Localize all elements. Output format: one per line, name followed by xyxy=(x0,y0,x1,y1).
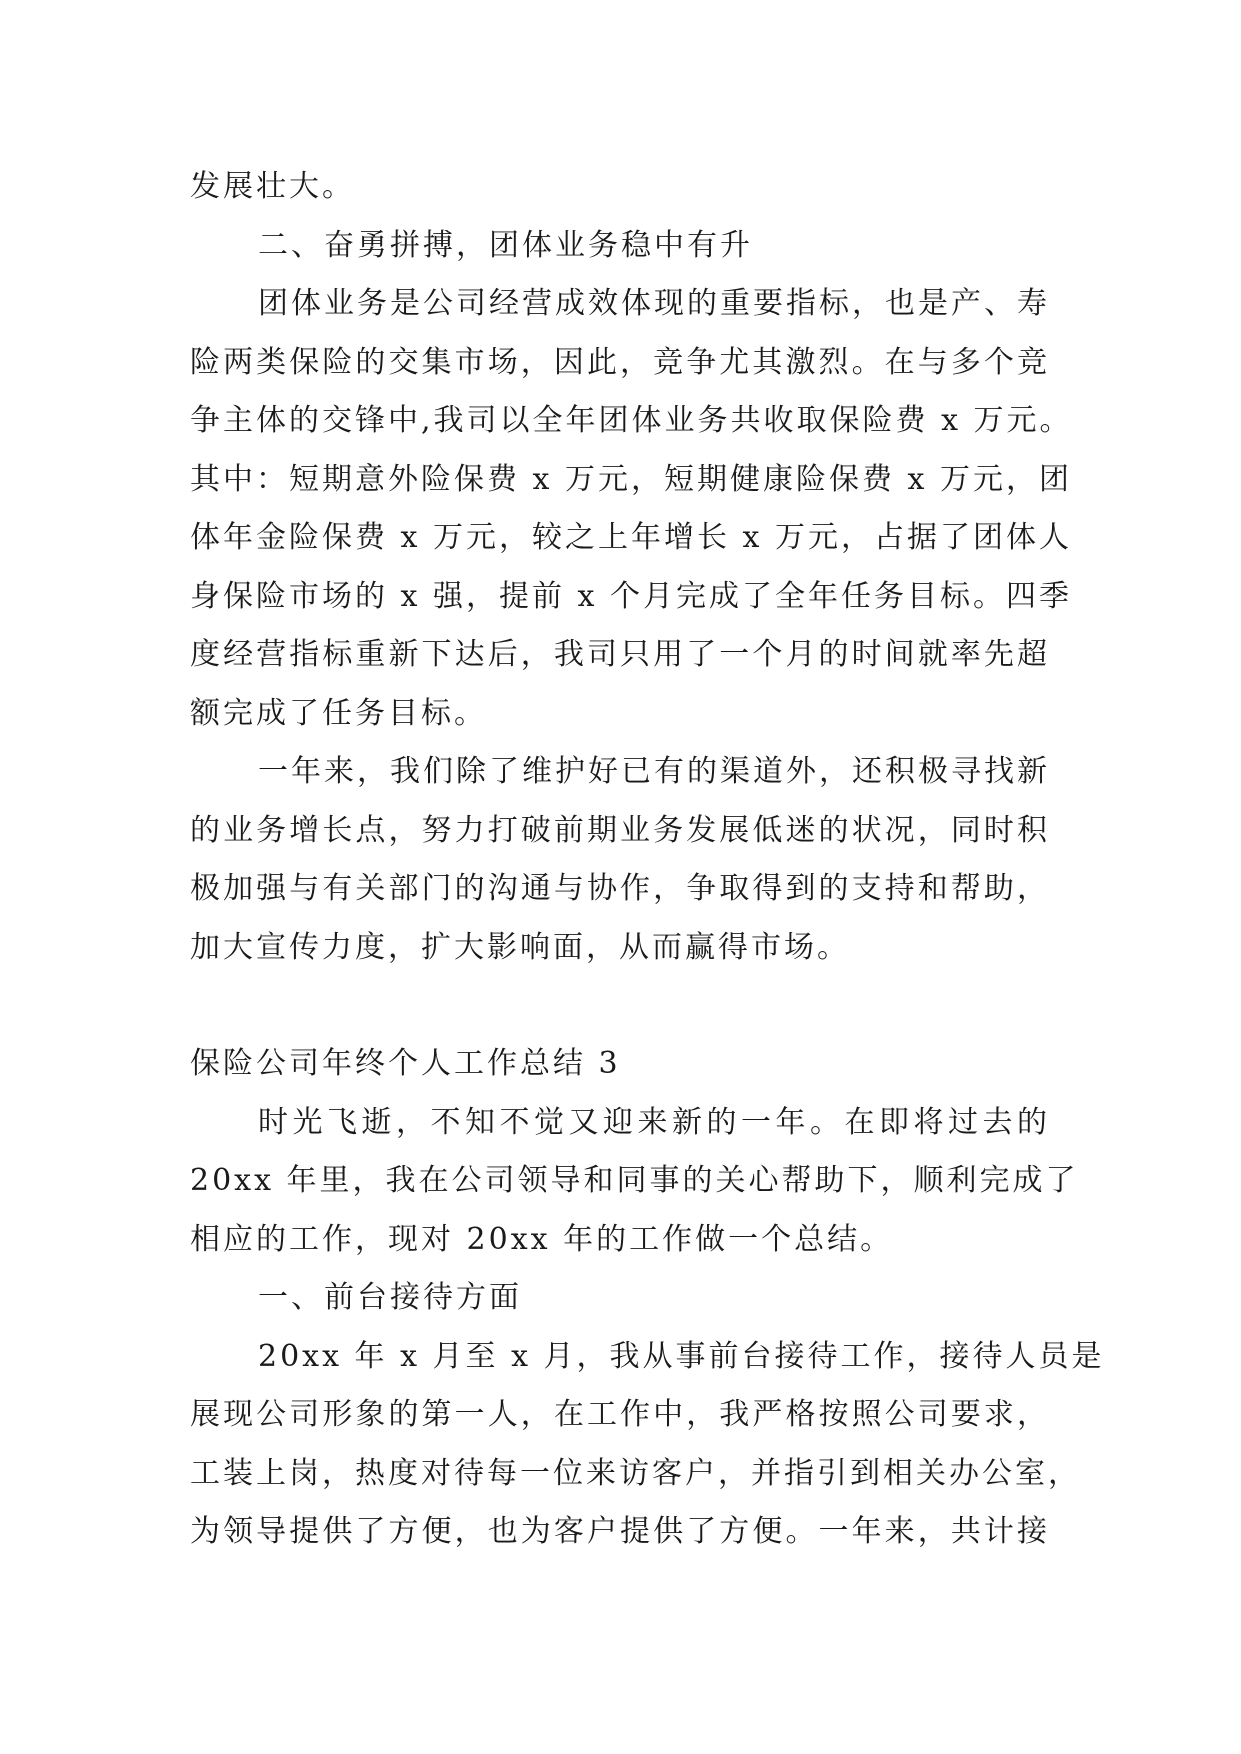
paragraph-block-1 xyxy=(190,158,1073,977)
section-title: 保险公司年终个人工作总结 3 xyxy=(190,1046,621,1081)
text-line: 展现公司形象的第一人，在工作中，我严格按照公司要求， xyxy=(190,1397,1050,1432)
text-line: 时光飞逝，不知不觉又迎来新的一年。在即将过去的 xyxy=(258,1104,1050,1140)
text-line: 极加强与有关部门的沟通与协作，争取得到的支持和帮助， xyxy=(190,871,1050,906)
text-line: 险两类保险的交集市场，因此，竞争尤其激烈。在与多个竞 xyxy=(190,344,1050,380)
text-line: 发展壮大。 xyxy=(190,169,355,204)
text-line: 为领导提供了方便，也为客户提供了方便。一年来，共计接 xyxy=(190,1514,1050,1549)
text-line: 额完成了任务目标。 xyxy=(190,695,487,731)
text-line: 团体业务是公司经营成效体现的重要指标，也是产、寿 xyxy=(258,286,1050,321)
text-line: 其中：短期意外险保费 x 万元，短期健康险保费 x 万元，团 xyxy=(190,461,1072,497)
text-line: 争主体的交锋中,我司以全年团体业务共收取保险费 x 万元。 xyxy=(190,403,1073,438)
text-line: 体年金险保费 x 万元，较之上年增长 x 万元，占据了团体人 xyxy=(190,520,1072,555)
text-line: 相应的工作，现对 20xx 年的工作做一个总结。 xyxy=(190,1221,894,1257)
text-line: 度经营指标重新下达后，我司只用了一个月的时间就率先超 xyxy=(190,637,1050,672)
text-line: 一、前台接待方面 xyxy=(258,1280,522,1315)
text-line: 工装上岗，热度对待每一位来访客户，并指引到相关办公室， xyxy=(190,1455,1081,1491)
document-body xyxy=(190,158,1105,1562)
section-gap xyxy=(190,977,1050,1035)
text-line: 20xx 年 x 月至 x 月，我从事前台接待工作，接待人员是 xyxy=(258,1338,1105,1374)
text-line: 二、奋勇拼搏，团体业务稳中有升 xyxy=(258,227,753,263)
text-line: 身保险市场的 x 强，提前 x 个月完成了全年任务目标。四季 xyxy=(190,578,1072,614)
text-line: 的业务增长点，努力打破前期业务发展低迷的状况，同时积 xyxy=(190,812,1050,848)
text-line: 一年来，我们除了维护好已有的渠道外，还积极寻找新 xyxy=(258,754,1050,789)
text-line: 加大宣传力度，扩大影响面，从而赢得市场。 xyxy=(190,929,850,965)
paragraph-block-2 xyxy=(190,1094,1105,1562)
text-line: 20xx 年里，我在公司领导和同事的关心帮助下，顺利完成了 xyxy=(190,1163,1079,1198)
